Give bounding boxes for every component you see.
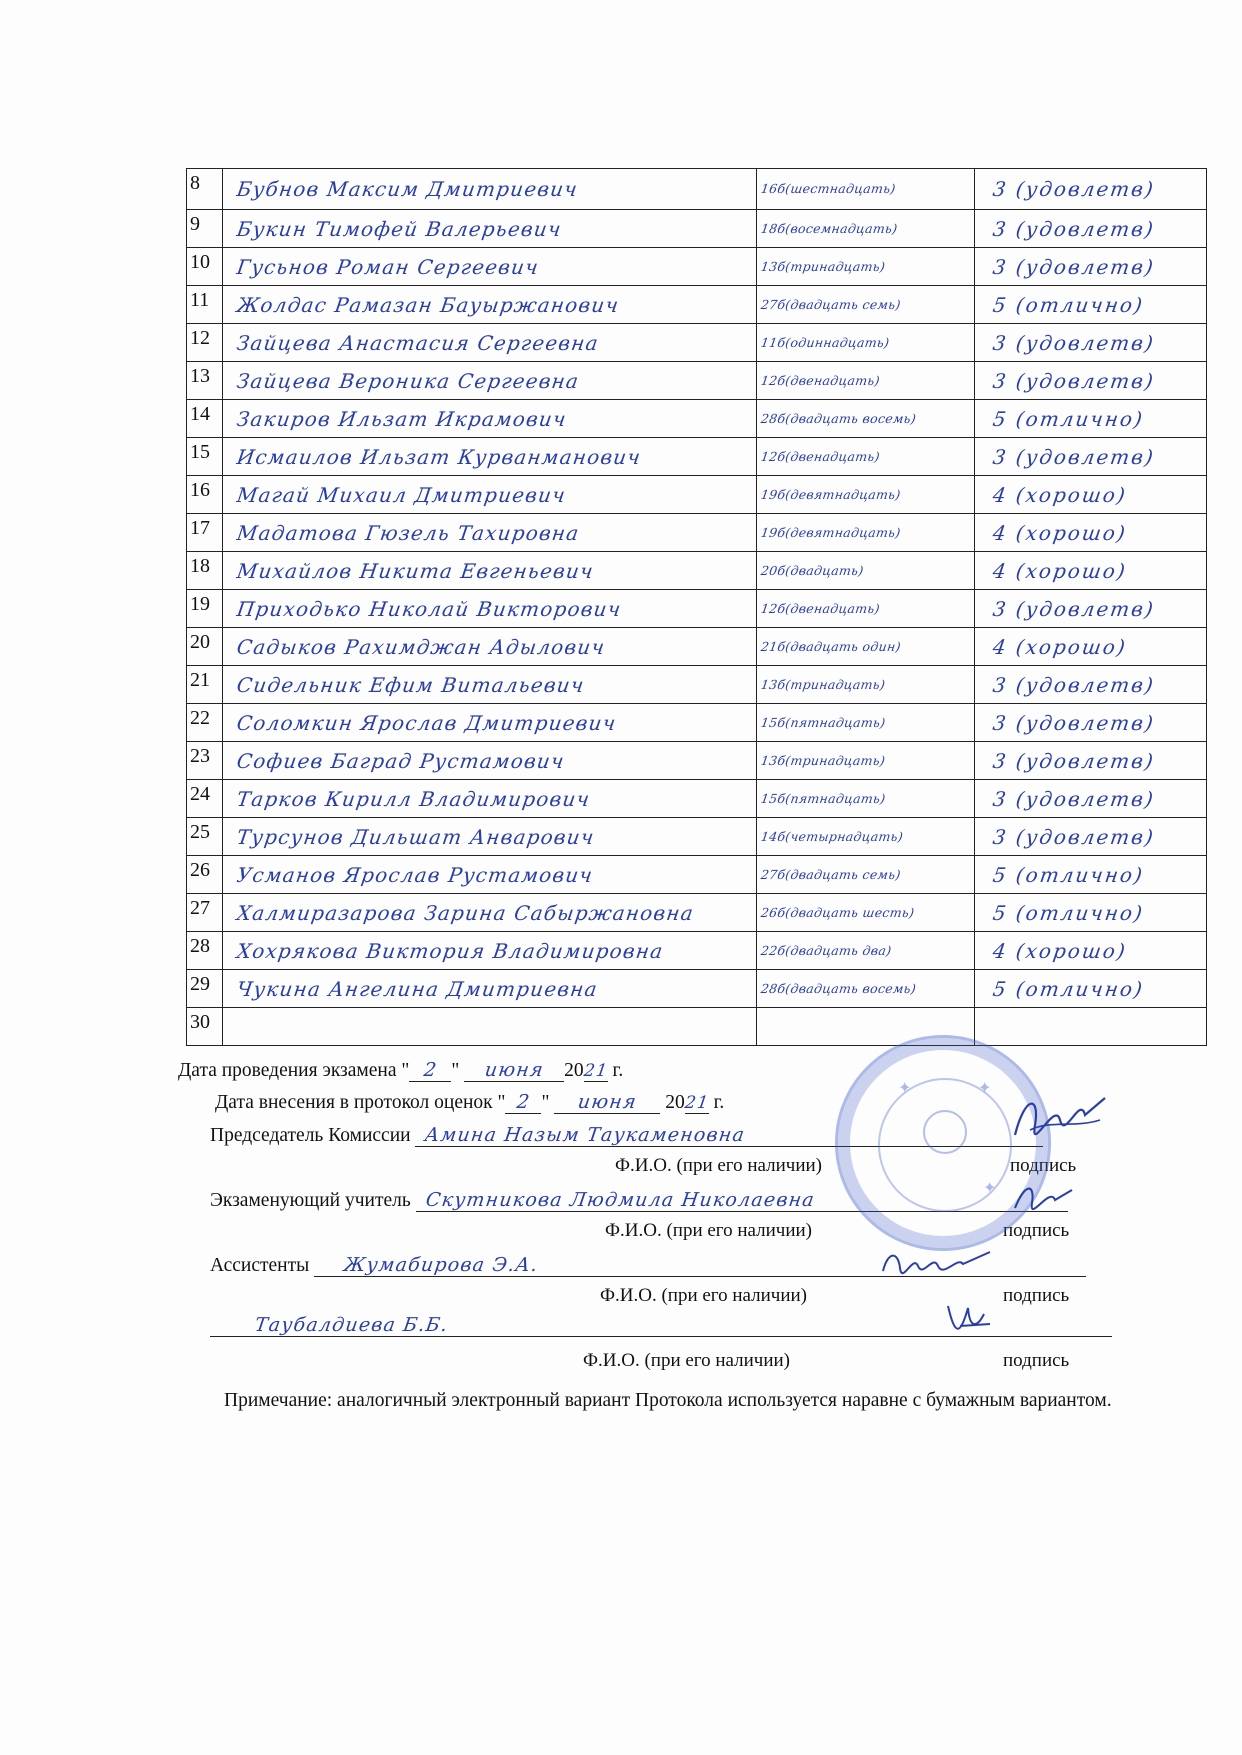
score-cell-text: 27б(двадцать семь) xyxy=(759,866,902,882)
table-row xyxy=(187,210,1207,248)
student-name-cell-text: Зайцева Анастасия Сергеевна xyxy=(235,330,601,355)
score-cell xyxy=(757,362,975,400)
score-cell xyxy=(757,400,975,438)
chair-fio-caption: Ф.И.О. (при его наличии) xyxy=(615,1155,823,1176)
grade-cell-text: 3 (удовлетв) xyxy=(991,786,1157,811)
row-number: 21 xyxy=(187,666,223,704)
table-row xyxy=(187,590,1207,628)
student-name-cell xyxy=(223,552,757,590)
score-cell-text: 15б(пятнадцать) xyxy=(759,714,887,730)
grade-cell-text: 4 (хорошо) xyxy=(991,938,1129,963)
row-number: 30 xyxy=(187,1008,223,1046)
assistant1-signature-caption: подпись xyxy=(1003,1285,1070,1306)
table-row xyxy=(187,286,1207,324)
student-name-cell xyxy=(223,818,757,856)
grade-cell xyxy=(975,932,1207,970)
assistant1-fio-caption: Ф.И.О. (при его наличии) xyxy=(600,1285,808,1306)
row-number: 10 xyxy=(187,248,223,286)
score-cell-text: 11б(одиннадцать) xyxy=(759,334,891,350)
score-cell xyxy=(757,438,975,476)
score-cell-text: 22б(двадцать два) xyxy=(759,942,893,958)
grade-cell xyxy=(975,704,1207,742)
student-name-cell xyxy=(223,210,757,248)
grade-cell-text: 3 (удовлетв) xyxy=(991,330,1157,355)
grade-cell-text: 5 (отлично) xyxy=(991,862,1146,887)
table-row xyxy=(187,362,1207,400)
grade-cell xyxy=(975,248,1207,286)
row-number: 24 xyxy=(187,780,223,818)
grade-cell xyxy=(975,362,1207,400)
grade-cell-text: 3 (удовлетв) xyxy=(991,748,1157,773)
grade-cell-text: 3 (удовлетв) xyxy=(991,672,1157,697)
student-name-cell-text: Исмаилов Ильзат Курванманович xyxy=(235,444,643,469)
table-row xyxy=(187,438,1207,476)
score-cell-text: 28б(двадцать восемь) xyxy=(759,980,918,996)
score-cell-text: 12б(двенадцать) xyxy=(759,372,881,388)
row-number: 26 xyxy=(187,856,223,894)
score-cell xyxy=(757,704,975,742)
grade-cell-text: 3 (удовлетв) xyxy=(991,444,1157,469)
row-number: 16 xyxy=(187,476,223,514)
grade-cell-text: 3 (удовлетв) xyxy=(991,177,1157,201)
student-name-cell-text: Чукина Ангелина Дмитриевна xyxy=(235,976,600,1001)
student-name-cell xyxy=(223,1008,757,1046)
student-name-cell-text: Тарков Кирилл Владимирович xyxy=(235,786,592,811)
protocol-month-field: июня xyxy=(554,1092,660,1114)
score-cell xyxy=(757,590,975,628)
seal-emblem-icon xyxy=(923,1110,967,1154)
student-name-cell-text: Хохрякова Виктория Владимировна xyxy=(235,938,666,963)
row-number: 25 xyxy=(187,818,223,856)
exam-date-label: Дата проведения экзамена " xyxy=(178,1060,410,1081)
assistant2-signature-icon xyxy=(940,1296,1000,1346)
grade-cell xyxy=(975,400,1207,438)
student-name-cell-text: Жолдас Рамазан Бауыржанович xyxy=(235,292,621,317)
row-number: 13 xyxy=(187,362,223,400)
row-number: 9 xyxy=(187,210,223,248)
row-number: 17 xyxy=(187,514,223,552)
grade-cell xyxy=(975,476,1207,514)
seal-star-icon: ✦ xyxy=(983,1180,997,1197)
table-row xyxy=(187,780,1207,818)
score-cell xyxy=(757,894,975,932)
score-cell xyxy=(757,818,975,856)
table-row xyxy=(187,1008,1207,1046)
grade-cell xyxy=(975,742,1207,780)
note-text: Примечание: аналогичный электронный вариант Протокола используется наравне с бумажным вариантом. xyxy=(224,1390,1112,1411)
grade-cell-text: 4 (хорошо) xyxy=(991,520,1129,545)
examiner-name-field: Скутникова Людмила Николаевна xyxy=(416,1190,1068,1212)
grade-cell xyxy=(975,438,1207,476)
table-row xyxy=(187,856,1207,894)
score-cell-text: 13б(тринадцать) xyxy=(759,752,887,768)
grade-cell-text: 4 (хорошо) xyxy=(991,482,1129,507)
score-cell xyxy=(757,780,975,818)
row-number: 28 xyxy=(187,932,223,970)
student-name-cell-text: Халмиразарова Зарина Сабыржановна xyxy=(235,900,696,925)
assistants-label: Ассистенты xyxy=(210,1255,310,1276)
student-name-cell-text: Бубнов Максим Дмитриевич xyxy=(235,177,580,201)
assistant2-name-field: Таубалдиева Б.Б. xyxy=(210,1315,1112,1337)
score-cell xyxy=(757,666,975,704)
grade-cell xyxy=(975,666,1207,704)
student-name-cell-text: Турсунов Дильшат Анварович xyxy=(235,824,597,849)
student-name-cell xyxy=(223,590,757,628)
chair-label: Председатель Комиссии xyxy=(210,1125,411,1146)
row-number: 11 xyxy=(187,286,223,324)
score-cell xyxy=(757,514,975,552)
student-name-cell xyxy=(223,248,757,286)
table-row xyxy=(187,552,1207,590)
score-cell-text: 27б(двадцать семь) xyxy=(759,296,902,312)
grade-cell xyxy=(975,780,1207,818)
row-number: 12 xyxy=(187,324,223,362)
assistant2-fio-caption: Ф.И.О. (при его наличии) xyxy=(583,1350,791,1371)
grade-cell xyxy=(975,324,1207,362)
grade-cell-text: 4 (хорошо) xyxy=(991,634,1129,659)
grade-cell xyxy=(975,210,1207,248)
score-cell xyxy=(757,169,975,210)
row-number: 15 xyxy=(187,438,223,476)
student-name-cell xyxy=(223,362,757,400)
grade-cell-text: 3 (удовлетв) xyxy=(991,824,1157,849)
grade-cell xyxy=(975,514,1207,552)
row-number: 19 xyxy=(187,590,223,628)
row-number: 23 xyxy=(187,742,223,780)
table-row xyxy=(187,894,1207,932)
score-cell-text: 13б(тринадцать) xyxy=(759,258,887,274)
grade-cell xyxy=(975,169,1207,210)
score-cell xyxy=(757,932,975,970)
grades-table-body xyxy=(187,169,1207,1046)
assistant1-signature-icon xyxy=(878,1246,998,1282)
score-cell xyxy=(757,286,975,324)
row-number: 29 xyxy=(187,970,223,1008)
score-cell-text: 18б(восемнадцать) xyxy=(759,220,899,236)
student-name-cell-text: Усманов Ярослав Рустамович xyxy=(235,862,595,887)
student-name-cell-text: Михайлов Никита Евгеньевич xyxy=(235,558,596,583)
table-row xyxy=(187,400,1207,438)
student-name-cell-text: Приходько Николай Викторович xyxy=(235,596,624,621)
examiner-label: Экзаменующий учитель xyxy=(210,1190,411,1211)
grade-cell-text: 5 (отлично) xyxy=(991,976,1146,1001)
grade-cell-text: 5 (отлично) xyxy=(991,292,1146,317)
student-name-cell xyxy=(223,324,757,362)
score-cell xyxy=(757,742,975,780)
score-cell-text: 20б(двадцать) xyxy=(759,562,865,578)
grade-cell-text: 4 (хорошо) xyxy=(991,558,1129,583)
assistant1-name-field: Жумабирова Э.А. xyxy=(314,1255,1086,1277)
examiner-signature-icon xyxy=(1010,1178,1080,1218)
student-name-cell xyxy=(223,856,757,894)
chair-name-field: Амина Назым Таукаменовна xyxy=(415,1125,1043,1147)
score-cell xyxy=(757,856,975,894)
student-name-cell xyxy=(223,169,757,210)
chair-signature-icon xyxy=(1005,1090,1115,1150)
exam-day-field: 2 xyxy=(409,1060,451,1082)
score-cell-text: 15б(пятнадцать) xyxy=(759,790,887,806)
student-name-cell xyxy=(223,628,757,666)
score-cell-text: 16б(шестнадцать) xyxy=(759,181,897,196)
score-cell-text: 26б(двадцать шесть) xyxy=(759,904,916,920)
student-name-cell-text: Соломкин Ярослав Дмитриевич xyxy=(235,710,619,735)
student-name-cell-text: Зайцева Вероника Сергеевна xyxy=(235,368,581,393)
grade-cell xyxy=(975,856,1207,894)
score-cell xyxy=(757,628,975,666)
row-number: 18 xyxy=(187,552,223,590)
student-name-cell xyxy=(223,286,757,324)
student-name-cell xyxy=(223,438,757,476)
table-row xyxy=(187,628,1207,666)
grade-cell xyxy=(975,552,1207,590)
table-row xyxy=(187,666,1207,704)
protocol-date-line: Дата внесения в протокол оценок " 2 " июня 2021 г. xyxy=(215,1091,725,1113)
row-number: 27 xyxy=(187,894,223,932)
grade-cell-text: 5 (отлично) xyxy=(991,406,1146,431)
student-name-cell-text: Сидельник Ефим Витальевич xyxy=(235,672,587,697)
score-cell-text: 28б(двадцать восемь) xyxy=(759,410,918,426)
protocol-day-field: 2 xyxy=(505,1092,541,1114)
score-cell xyxy=(757,210,975,248)
seal-star-icon: ✦ xyxy=(978,1080,992,1097)
score-cell-text: 19б(девятнадцать) xyxy=(759,486,902,502)
grade-cell-text: 3 (удовлетв) xyxy=(991,254,1157,279)
grades-table xyxy=(186,168,1207,1046)
examiner-signature-caption: подпись xyxy=(1003,1220,1070,1241)
student-name-cell xyxy=(223,514,757,552)
exam-year-field: 21 xyxy=(582,1061,610,1081)
score-cell-text: 21б(двадцать один) xyxy=(759,638,902,654)
student-name-cell xyxy=(223,742,757,780)
grade-cell-text: 5 (отлично) xyxy=(991,900,1146,925)
grade-cell-text: 3 (удовлетв) xyxy=(991,216,1157,241)
row-number: 14 xyxy=(187,400,223,438)
row-number: 8 xyxy=(187,169,223,210)
table-row xyxy=(187,324,1207,362)
score-cell-text: 13б(тринадцать) xyxy=(759,676,887,692)
note-paragraph xyxy=(186,1385,1206,1417)
student-name-cell xyxy=(223,970,757,1008)
student-name-cell-text: Гусьнов Роман Сергеевич xyxy=(235,254,541,279)
row-number: 20 xyxy=(187,628,223,666)
table-row xyxy=(187,818,1207,856)
score-cell xyxy=(757,248,975,286)
grade-cell xyxy=(975,970,1207,1008)
table-row xyxy=(187,970,1207,1008)
table-row xyxy=(187,742,1207,780)
exam-month-field: июня xyxy=(464,1060,564,1082)
table-row xyxy=(187,514,1207,552)
score-cell-text: 14б(четырнадцать) xyxy=(759,828,905,844)
student-name-cell-text: Софиев Баград Рустамович xyxy=(235,748,567,773)
assistant2-signature-caption: подпись xyxy=(1003,1350,1070,1371)
student-name-cell xyxy=(223,704,757,742)
student-name-cell-text: Садыков Рахимджан Адылович xyxy=(235,634,607,659)
row-number: 22 xyxy=(187,704,223,742)
chair-signature-caption: подпись xyxy=(1010,1155,1077,1176)
examiner-fio-caption: Ф.И.О. (при его наличии) xyxy=(605,1220,813,1241)
grade-cell-text: 3 (удовлетв) xyxy=(991,710,1157,735)
student-name-cell-text: Магай Михаил Дмитриевич xyxy=(235,482,568,507)
score-cell xyxy=(757,970,975,1008)
student-name-cell xyxy=(223,666,757,704)
student-name-cell-text: Мадатова Гюзель Тахировна xyxy=(235,520,582,545)
student-name-cell-text: Букин Тимофей Валерьевич xyxy=(235,216,564,241)
score-cell xyxy=(757,476,975,514)
seal-star-icon: ✦ xyxy=(898,1080,912,1097)
score-cell xyxy=(757,552,975,590)
grade-cell xyxy=(975,286,1207,324)
student-name-cell xyxy=(223,400,757,438)
table-row xyxy=(187,248,1207,286)
table-row xyxy=(187,704,1207,742)
grade-cell xyxy=(975,628,1207,666)
protocol-year-field: 21 xyxy=(683,1093,711,1113)
score-cell-text: 12б(двенадцать) xyxy=(759,600,881,616)
score-cell-text: 12б(двенадцать) xyxy=(759,448,881,464)
grade-cell xyxy=(975,590,1207,628)
grade-cell xyxy=(975,1008,1207,1046)
table-row xyxy=(187,169,1207,210)
grade-cell-text: 3 (удовлетв) xyxy=(991,368,1157,393)
student-name-cell xyxy=(223,476,757,514)
grade-cell xyxy=(975,818,1207,856)
grade-cell-text: 3 (удовлетв) xyxy=(991,596,1157,621)
student-name-cell-text: Закиров Ильзат Икрамович xyxy=(235,406,569,431)
protocol-date-label: Дата внесения в протокол оценок " xyxy=(215,1092,506,1113)
score-cell-text: 19б(девятнадцать) xyxy=(759,524,902,540)
exam-date-line: Дата проведения экзамена " 2 " июня 2021 г. xyxy=(178,1059,624,1081)
student-name-cell xyxy=(223,894,757,932)
table-row xyxy=(187,932,1207,970)
grade-cell xyxy=(975,894,1207,932)
table-row xyxy=(187,476,1207,514)
score-cell xyxy=(757,324,975,362)
student-name-cell xyxy=(223,780,757,818)
student-name-cell xyxy=(223,932,757,970)
